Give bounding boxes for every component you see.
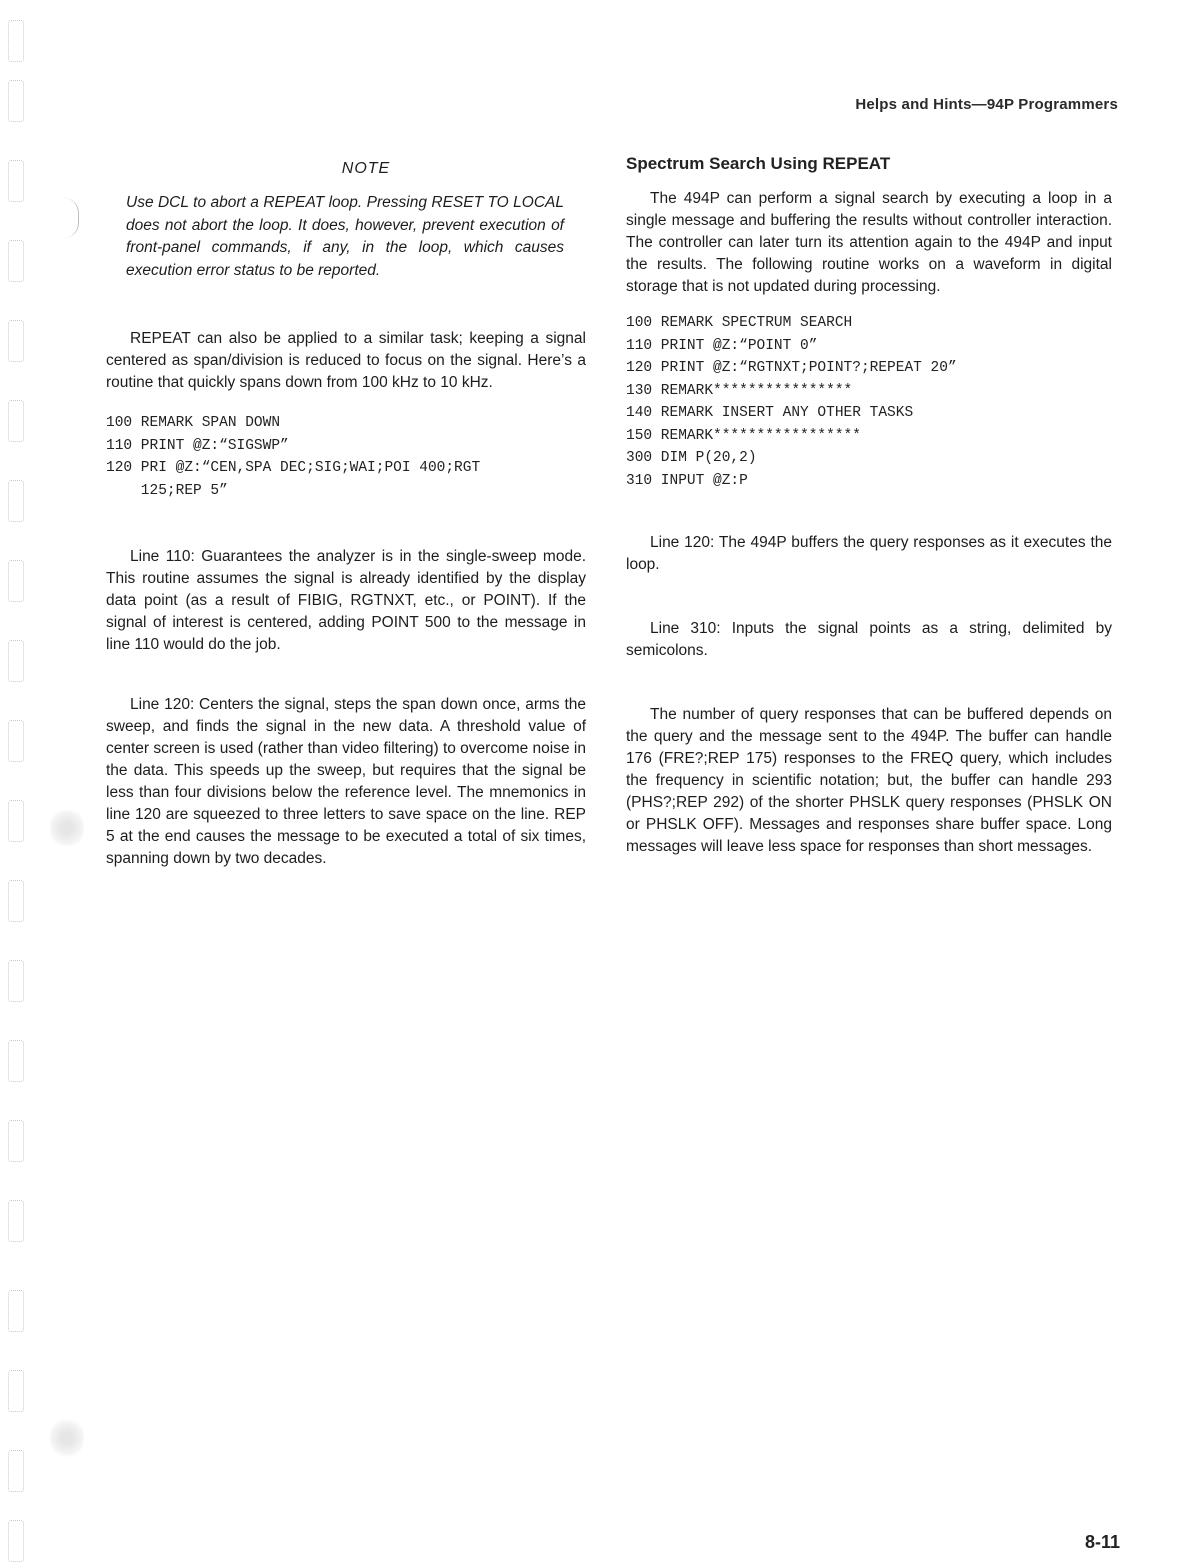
code-line: 120 PRI @Z:“CEN,SPA DEC;SIG;WAI;POI 400;RGT	[106, 460, 481, 476]
binding-hole	[8, 1290, 24, 1332]
code-line: 150 REMARK*****************	[626, 427, 861, 444]
binding-hole	[8, 480, 24, 522]
code-line: 110 PRINT @Z:“SIGSWP”	[106, 437, 289, 454]
code-line: 100 REMARK SPECTRUM SEARCH	[626, 315, 853, 331]
binding-hole	[8, 1120, 24, 1162]
binding-hole	[8, 1200, 24, 1242]
page-number: 8-11	[1084, 1532, 1120, 1552]
section-title: Spectrum Search Using REPEAT	[626, 154, 891, 173]
paragraph-repeat-intro: REPEAT can also be applied to a similar task; keeping a signal centered as span/division is reduced to focus on the signal. Here’s a routine that quickly spans down from 100 kHz to 10 kHz.	[106, 330, 586, 391]
paragraph-buffer-capacity: The number of query responses that can be buffered depends on the query and the message sent to the 494P. The buffer can handle 176 (FRE?;REP 175) responses to the FREQ query, which includes the frequency in scientific notation; but, the buffer can handle 293 (PHS?;REP 292) of the shorter PHSLK query responses (PHSLK ON or PHSLK OFF). Messages and responses share buffer space. Long messages will leave less space for responses than short messages.	[626, 706, 1112, 855]
binding-hole	[8, 1520, 24, 1562]
binding-hole	[8, 960, 24, 1002]
paragraph-line-310: Line 310: Inputs the signal points as a string, delimited by semicolons.	[626, 620, 1112, 659]
binding-hole	[8, 240, 24, 282]
code-line: 120 PRINT @Z:“RGTNXT;POINT?;REPEAT 20”	[626, 360, 957, 376]
paragraph-line-120: Line 120: Centers the signal, steps the span down once, arms the sweep, and finds the signal in the new data. A threshold value of center screen is used (rather than video filtering) to overcome noise in the data. This speeds up the sweep, but requires that the signal be less than four divisions below the reference level. The mnemonics in line 120 are squeezed to three letters to save space on the line. REP 5 at the end causes the message to be executed a total of six times, spanning down by two decades.	[106, 696, 586, 867]
note-title: NOTE	[341, 160, 391, 177]
binding-hole	[8, 160, 24, 202]
paragraph-line-110: Line 110: Guarantees the analyzer is in the single-sweep mode. This routine assumes the signal is already identified by the display data point (as a result of FIBIG, RGTNXT, etc., or POINT). If the signal of interest is centered, adding POINT 500 to the message in line 110 would do the job.	[106, 548, 586, 653]
binding-hole	[8, 1370, 24, 1412]
code-line: 125;REP 5”	[106, 482, 228, 499]
paragraph-line-120-buffer: Line 120: The 494P buffers the query responses as it executes the loop.	[626, 534, 1112, 573]
binding-hole	[8, 560, 24, 602]
code-line: 110 PRINT @Z:“POINT 0”	[626, 337, 818, 354]
binding-hole	[8, 1040, 24, 1082]
right-column	[626, 154, 1112, 858]
left-column	[106, 160, 586, 870]
code-block-span-down	[106, 412, 586, 502]
scan-bracket	[64, 198, 79, 238]
code-line: 100 REMARK SPAN DOWN	[106, 415, 281, 431]
code-line: 310 INPUT @Z:P	[626, 472, 748, 489]
code-block-spectrum-search	[626, 312, 1112, 492]
binding-hole	[8, 880, 24, 922]
code-line: 140 REMARK INSERT ANY OTHER TASKS	[626, 405, 914, 421]
code-line: 130 REMARK****************	[626, 382, 853, 399]
binding-hole	[8, 320, 24, 362]
binding-hole	[8, 1450, 24, 1492]
scan-smudge	[50, 806, 84, 850]
running-header: Helps and Hints—94P Programmers	[855, 96, 1118, 113]
code-line: 300 DIM P(20,2)	[626, 450, 757, 466]
scan-smudge	[50, 1416, 84, 1460]
binding-hole	[8, 80, 24, 122]
binding-hole	[8, 400, 24, 442]
binding-hole	[8, 20, 24, 62]
paragraph-search-intro: The 494P can perform a signal search by executing a loop in a single message and buffering the results without controller interaction. The controller can later turn its attention again to the 494P and input the results. The following routine works on a waveform in digital storage that is not updated during processing.	[626, 190, 1112, 295]
binding-hole	[8, 800, 24, 842]
note-body: Use DCL to abort a REPEAT loop. Pressing RESET TO LOCAL does not abort the loop. It does, however, prevent execution of front-panel commands, if any, in the loop, which causes execution error status to be reported.	[126, 194, 564, 279]
binding-hole	[8, 720, 24, 762]
binding-hole	[8, 640, 24, 682]
